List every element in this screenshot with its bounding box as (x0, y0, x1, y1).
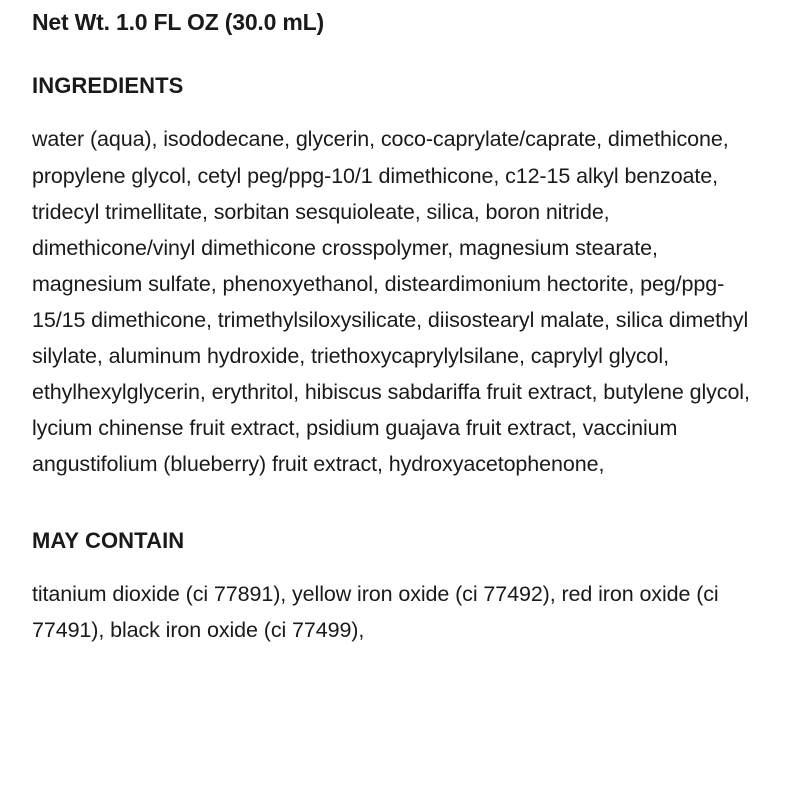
ingredients-list-text: water (aqua), isododecane, glycerin, coco-caprylate/caprate, dimethicone, propylene glycol, cetyl peg/ppg-10/1 dimethicone, c12-15 alkyl benzoate, tridecyl trimellitate, sorbitan sesquioleate, silica, boron nitride, dimethicone/vinyl dimethicone crosspolymer, magnesium stearate, magnesium sulfate, phenoxyethanol, disteardimonium hectorite, peg/ppg-15/15 dimethicone, trimethylsiloxysilicate, diisostearyl malate, silica dimethyl silylate, aluminum hydroxide, triethoxycaprylylsilane, caprylyl glycol, ethylhexylglycerin, erythritol, hibiscus sabdariffa fruit extract, butylene glycol, lycium chinense fruit extract, psidium guajava fruit extract, vaccinium angustifolium (blueberry) fruit extract, hydroxyacetophenone, (32, 127, 750, 477)
ingredients-heading: INGREDIENTS (32, 72, 184, 98)
may-contain-heading: MAY CONTAIN (32, 527, 185, 553)
net-weight-text: Net Wt. 1.0 FL OZ (30.0 mL) (32, 9, 324, 35)
may-contain-list-text: titanium dioxide (ci 77891), yellow iron oxide (ci 77492), red iron oxide (ci 77491), black iron oxide (ci 77499), (32, 582, 719, 643)
